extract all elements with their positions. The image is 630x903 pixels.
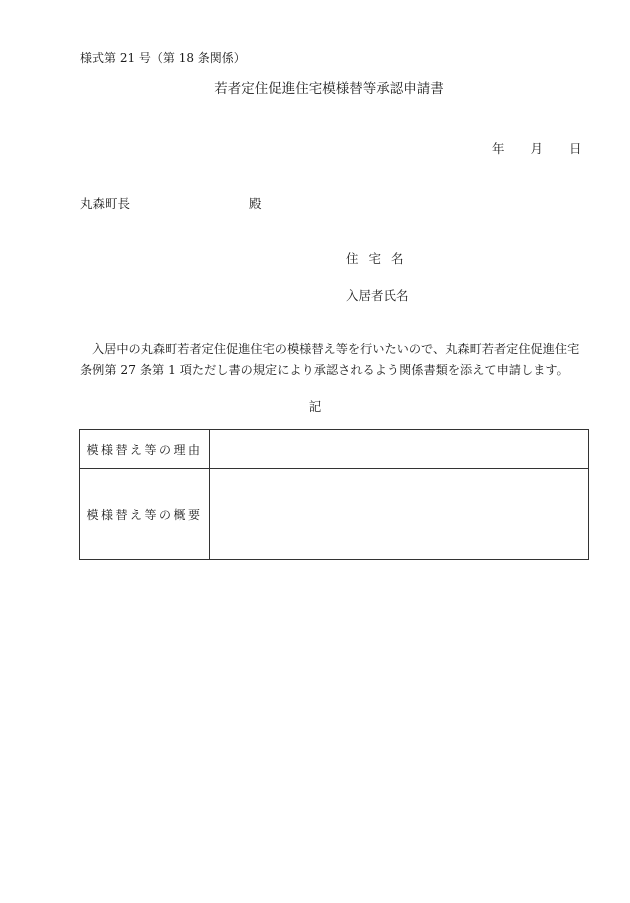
document-title: 若者定住促進住宅模様替等承認申請書 [214, 81, 444, 97]
housing-name-label: 住宅名 [346, 251, 414, 266]
overview-label: 模様替え等の概要 [80, 469, 210, 560]
date-month-label: 月 [530, 141, 544, 156]
date-day-label: 日 [569, 141, 582, 156]
ki-heading: 記 [308, 399, 322, 414]
date-line [492, 139, 582, 157]
honorific: 殿 [249, 196, 262, 211]
details-table [79, 429, 589, 560]
reason-label: 模様替え等の理由 [80, 430, 210, 469]
reason-field[interactable] [210, 430, 589, 469]
table-row-overview [80, 469, 589, 560]
form-number: 様式第 21 号（第 18 条関係） [80, 51, 246, 65]
application-body-text: 入居中の丸森町若者定住促進住宅の模様替え等を行いたいので、丸森町若者定住促進住宅条例第 27 条第 1 項ただし書の規定により承認されるよう関係書類を添えて申請します。 [80, 342, 580, 377]
table-row-reason [80, 430, 589, 469]
date-year-label: 年 [492, 141, 505, 156]
addressee: 丸森町長 [80, 196, 131, 211]
overview-field[interactable] [210, 469, 589, 560]
resident-name-label: 入居者氏名 [346, 288, 409, 303]
